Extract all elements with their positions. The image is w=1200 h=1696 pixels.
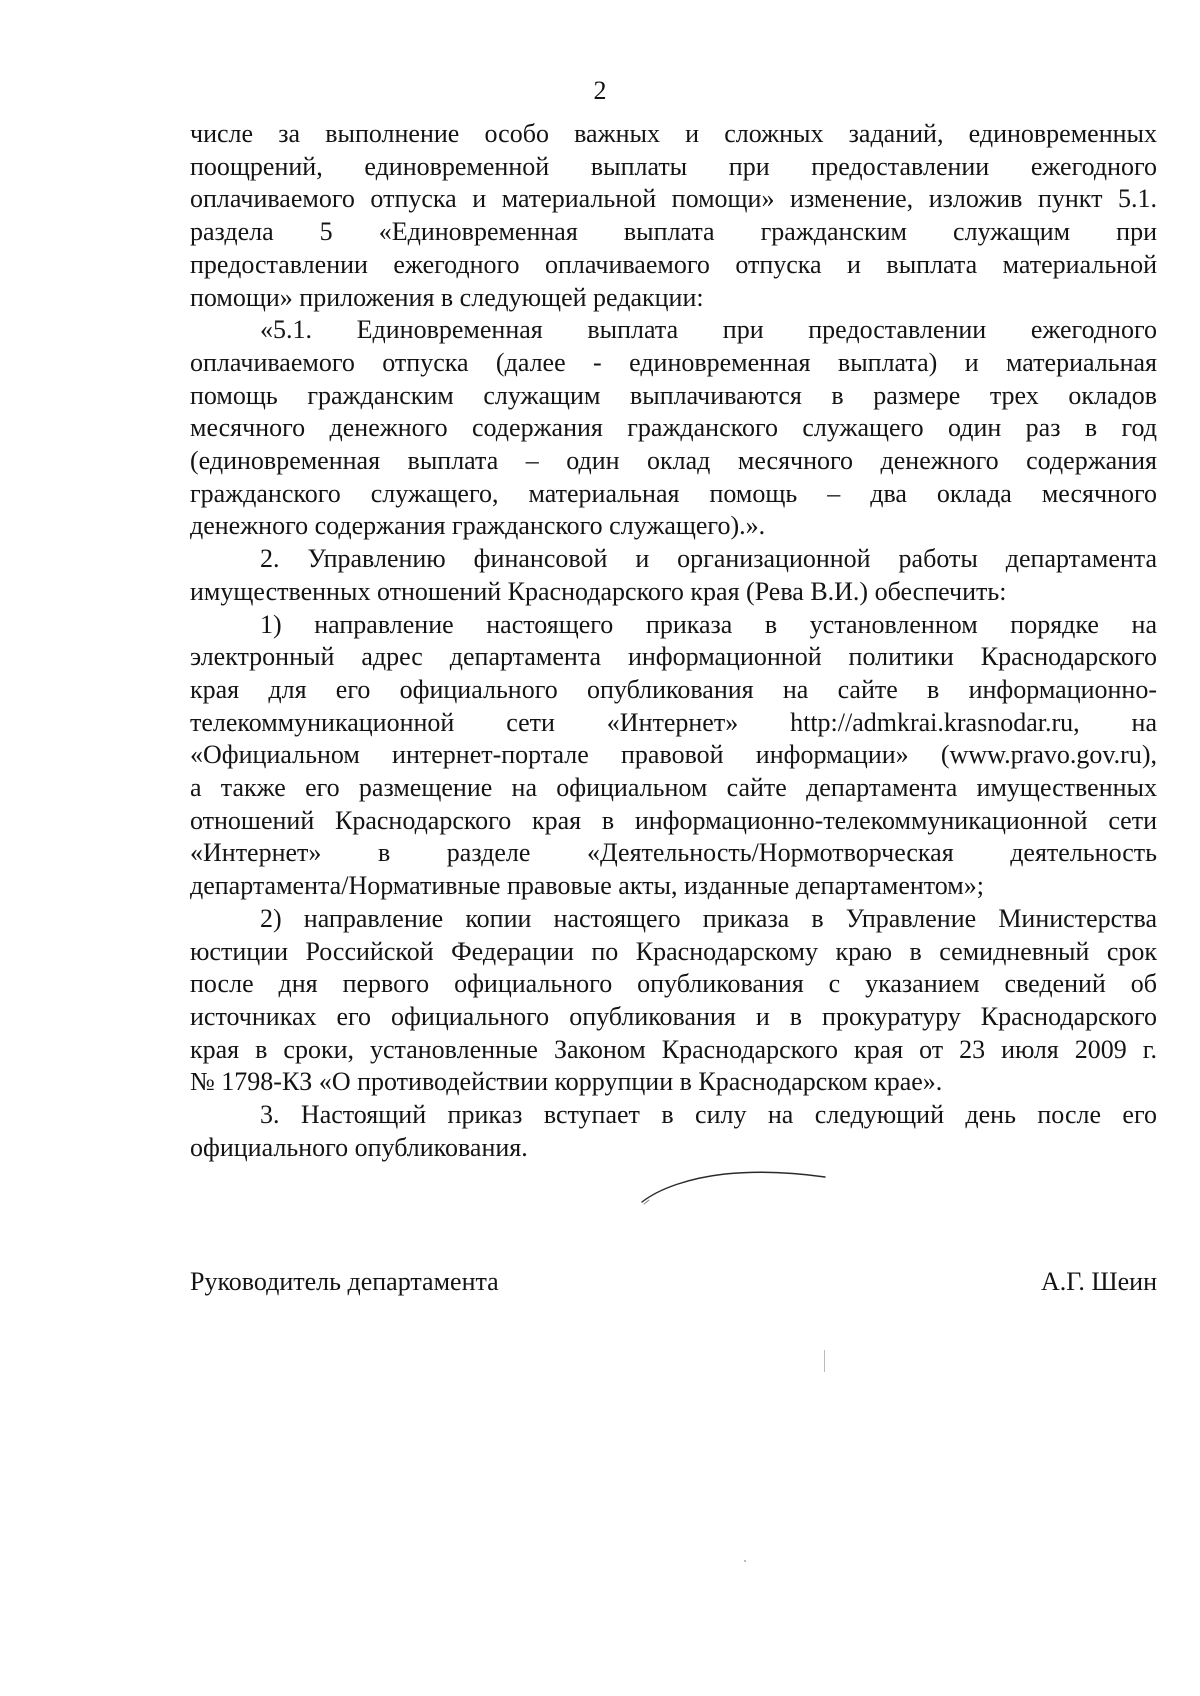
text-line: (единовременная выплата – один оклад месячного денежного содержания <box>190 446 1157 476</box>
text-line: 3. Настоящий приказ вступает в силу на следующий день после его <box>260 1100 1157 1130</box>
text-line: № 1798-КЗ «О противодействии коррупции в Краснодарском крае». <box>190 1067 943 1097</box>
text-line: раздела 5 «Единовременная выплата гражданским служащим при <box>190 217 1157 247</box>
text-line: края в сроки, установленные Законом Краснодарского края от 23 июля 2009 г. <box>190 1034 1157 1064</box>
signatory-position: Руководитель департамента <box>190 1267 499 1296</box>
text-line: после дня первого официального опубликования с указанием сведений об <box>190 969 1157 999</box>
paragraph-item-2 <box>190 543 1157 608</box>
text-line: департамента/Нормативные правовые акты, изданные департаментом»; <box>190 871 984 901</box>
text-line: официального опубликования. <box>190 1132 528 1162</box>
text-line: оплачиваемого отпуска и материальной помощи» изменение, изложив пункт 5.1. <box>190 184 1157 214</box>
text-line: поощрений, единовременной выплаты при предоставлении ежегодного <box>190 151 1157 181</box>
text-line: края для его официального опубликования на сайте в информационно- <box>190 674 1157 704</box>
text-line: предоставлении ежегодного оплачиваемого отпуска и выплата материальной <box>190 249 1157 279</box>
text-line: «5.1. Единовременная выплата при предоставлении ежегодного <box>260 315 1157 345</box>
text-line: числе за выполнение особо важных и сложных заданий, единовременных <box>190 119 1157 148</box>
text-line: помощи» приложения в следующей редакции: <box>190 282 704 312</box>
text-line: а также его размещение на официальном сайте департамента имущественных <box>190 773 1157 803</box>
text-line: отношений Краснодарского края в информационно-телекоммуникационной сети <box>190 805 1157 835</box>
text-line: денежного содержания гражданского служащего).». <box>190 511 766 541</box>
text-line: источниках его официального опубликования и в прокуратуру Краснодарского <box>190 1001 1157 1031</box>
paragraph-amendment-intro <box>190 118 1157 314</box>
text-line: телекоммуникационной сети «Интернет» http://admkrai.krasnodar.ru, на <box>190 707 1157 737</box>
text-line: 2. Управлению финансовой и организационной работы департамента <box>260 544 1157 574</box>
text-line: 1) направление настоящего приказа в установленном порядке на <box>260 609 1157 639</box>
text-line: юстиции Российской Федерации по Краснодарскому краю в семидневный срок <box>190 936 1157 966</box>
text-line: «Официальном интернет-портале правовой информации» (www.pravo.gov.ru), <box>190 740 1157 770</box>
text-line: гражданского служащего, материальная помощь – два оклада месячного <box>190 478 1157 508</box>
paragraph-item-3 <box>190 1099 1157 1164</box>
scan-speck <box>824 1350 825 1372</box>
document-body <box>190 118 1157 1165</box>
text-line: месячного денежного содержания гражданского служащего один раз в год <box>190 413 1157 443</box>
paragraph-subitem-1 <box>190 609 1157 903</box>
text-line: помощь гражданским служащим выплачиваются в размере трех окладов <box>190 380 1157 410</box>
text-line: электронный адрес департамента информационной политики Краснодарского <box>190 642 1157 672</box>
page-number: 2 <box>593 76 607 105</box>
paragraph-subitem-2 <box>190 903 1157 1099</box>
text-line: оплачиваемого отпуска (далее - единовременная выплата) и материальная <box>190 347 1157 377</box>
text-line: имущественных отношений Краснодарского края (Рева В.И.) обеспечить: <box>190 576 1007 606</box>
text-line: 2) направление копии настоящего приказа в Управление Министерства <box>260 903 1157 933</box>
pen-stroke-mark <box>640 1158 840 1208</box>
text-line: «Интернет» в разделе «Деятельность/Нормотворческая деятельность <box>190 838 1157 868</box>
paragraph-clause-5-1 <box>190 314 1157 543</box>
scan-speck <box>744 1560 746 1562</box>
signatory-name: А.Г. Шеин <box>1041 1267 1157 1296</box>
